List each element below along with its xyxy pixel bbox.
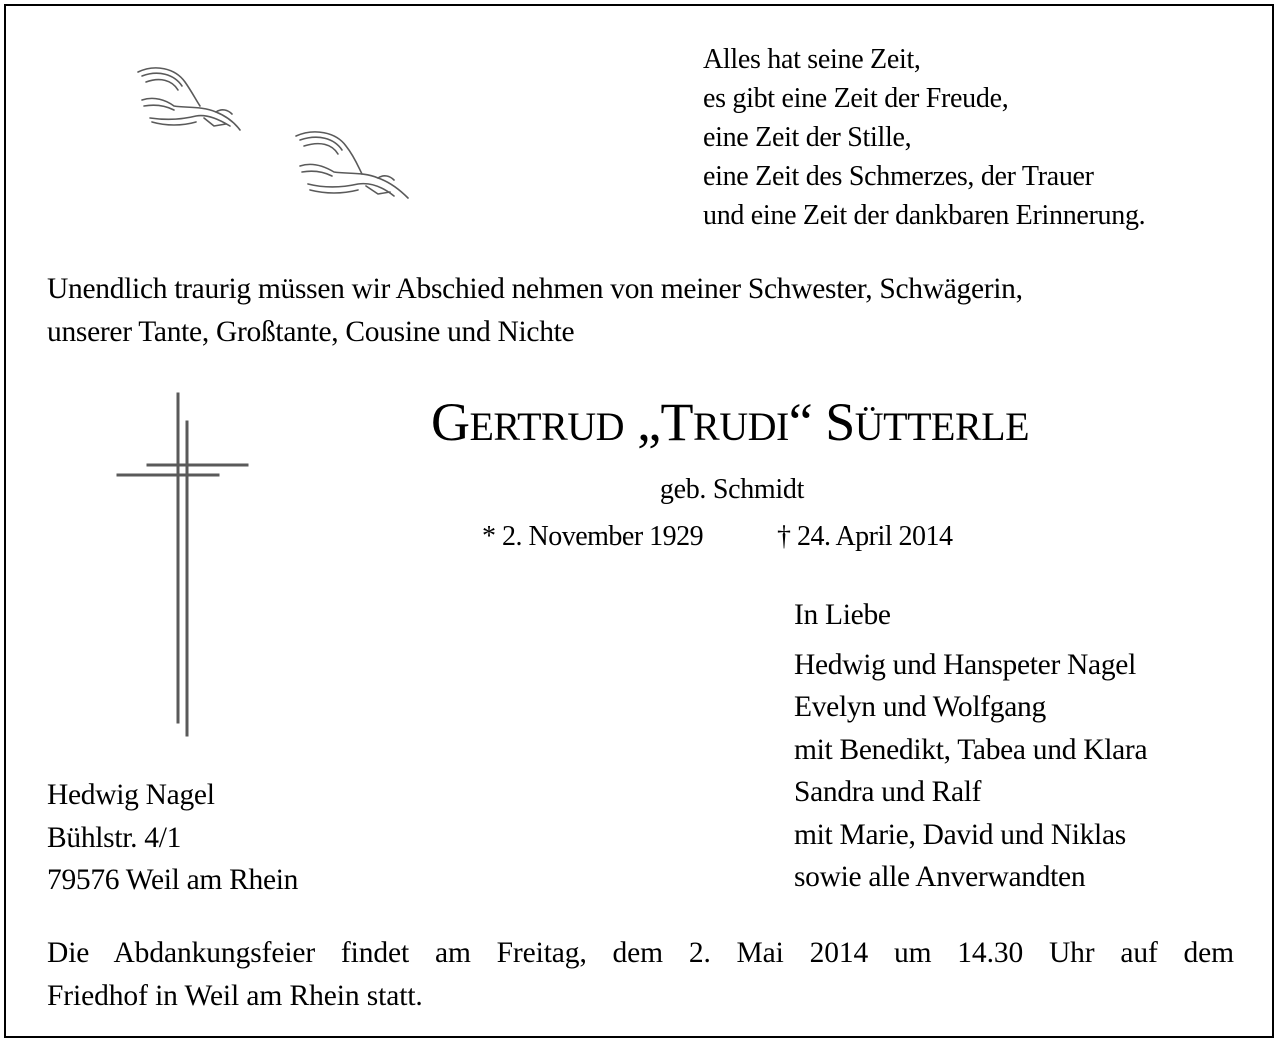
mourners-list: [794, 594, 1264, 899]
funeral-line: Friedhof in Weil am Rhein statt.: [47, 980, 423, 1012]
name-smallcaps: ÜTTERLE: [854, 404, 1030, 449]
mourner-line: sowie alle Anverwandten: [794, 861, 1086, 893]
mourner-line: Sandra und Ralf: [794, 776, 982, 808]
death-date: † 24. April 2014: [777, 521, 953, 552]
mourner-line: Hedwig und Hanspeter Nagel: [794, 648, 1136, 681]
address-line: 79576 Weil am Rhein: [47, 864, 299, 896]
mourner-line: mit Benedikt, Tabea und Klara: [794, 733, 1148, 766]
intro-text: [47, 268, 1247, 354]
mourner-line: mit Marie, David und Niklas: [794, 818, 1126, 851]
funeral-line: Die Abdankungsfeier findet am Freitag, dem 2. Mai 2014 um 14.30 Uhr auf dem: [47, 937, 1234, 969]
name-initial: „T: [624, 392, 694, 452]
name-initial: G: [430, 392, 470, 452]
poem-line: eine Zeit des Schmerzes, der Trauer: [703, 161, 1094, 192]
poem-line: und eine Zeit der dankbaren Erinnerung.: [703, 200, 1146, 231]
contact-address: [47, 774, 547, 902]
intro-line: unserer Tante, Großtante, Cousine und Nichte: [47, 316, 575, 348]
greeting: In Liebe: [794, 599, 891, 631]
mourner-line: Evelyn und Wolfgang: [794, 691, 1046, 723]
doves-icon: [130, 60, 430, 210]
address-line: Hedwig Nagel: [47, 779, 215, 811]
poem-line: Alles hat seine Zeit,: [703, 44, 921, 75]
birth-name: geb. Schmidt: [659, 474, 805, 505]
intro-line: Unendlich traurig müssen wir Abschied nehmen von meiner Schwester, Schwägerin,: [47, 273, 1023, 305]
address-line: Bühlstr. 4/1: [47, 821, 182, 854]
poem-line: es gibt eine Zeit der Freude,: [703, 83, 1009, 114]
name-smallcaps: ERTRUD: [469, 404, 625, 449]
deceased-name: [380, 387, 1080, 462]
birth-date: * 2. November 1929: [482, 521, 704, 552]
funeral-notice: [47, 932, 1247, 1018]
name-initial: “ S: [788, 392, 855, 452]
poem-line: eine Zeit der Stille,: [703, 122, 912, 153]
cross-icon: [115, 392, 250, 737]
poem: [703, 40, 1263, 235]
name-smallcaps: RUDI: [693, 404, 789, 449]
